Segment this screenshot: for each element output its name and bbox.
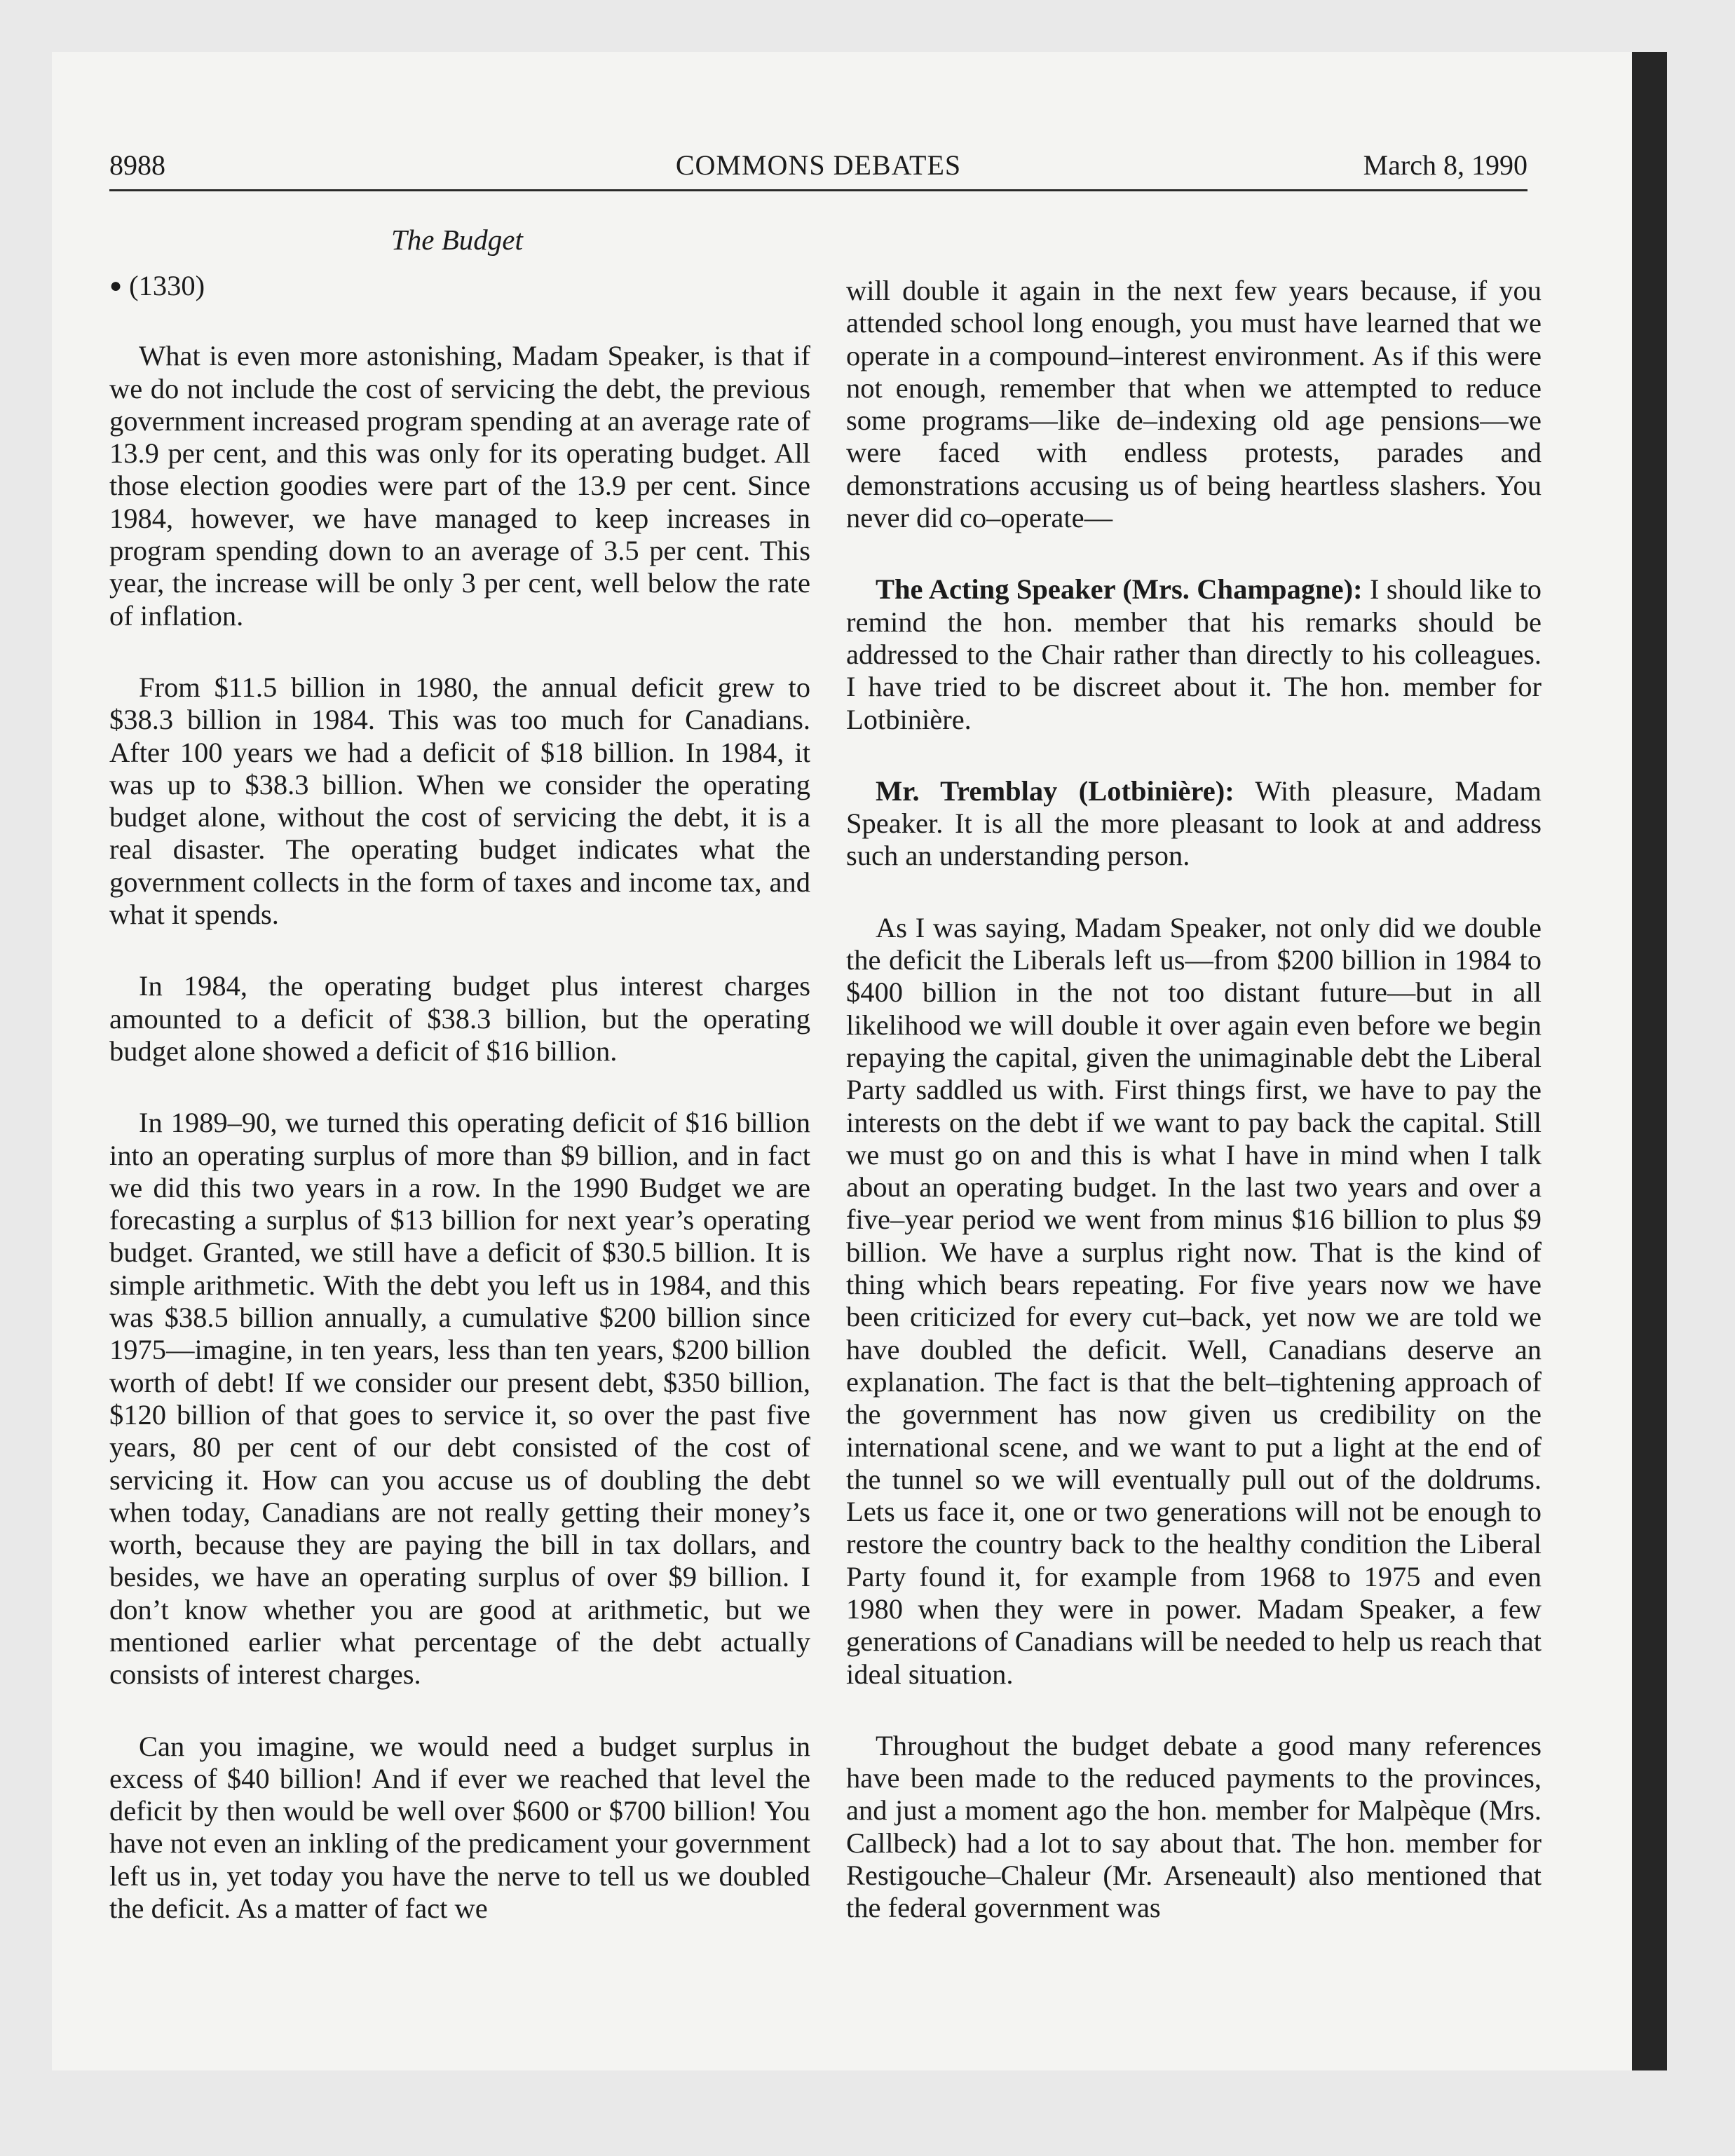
- page-header: [109, 149, 1528, 191]
- left-column: [109, 270, 810, 1964]
- speech-text: With pleasure, Madam Speaker. It is all the more pleasant to look at and address such an understanding person.: [846, 775, 1542, 872]
- paragraph: In 1984, the operating budget plus interest charges amounted to a deficit of $38.3 billion, but the operating budget alone showed a deficit of $16 billion.: [109, 970, 810, 1067]
- publication-title: COMMONS DEBATES: [675, 149, 962, 181]
- paragraph: Can you imagine, we would need a budget surplus in excess of $40 billion! And if ever we reached that level the deficit by then would be well over $600 or $700 billion! You have not even an inkling of the predicament your government left us in, yet today you have the nerve to tell us we doubled the deficit. As a matter of fact we: [109, 1730, 810, 1925]
- bullet-icon: ●: [109, 274, 123, 297]
- paragraph: As I was saying, Madam Speaker, not only did we double the deficit the Liberals left us—from $200 billion in 1984 to $400 billion in the not too distant future—but in all likelihood we will double it over again even before we begin repaying the capital, given the unimaginable debt the Liberal Party saddled us with. First things first, we have to pay the interests on the debt if we want to pay back the capital. Still we must go on and this is what I have in mind when I talk about an operating budget. In the last two years and over a five–year period we went from minus $16 billion to plus $9 billion. We have a surplus right now. That is the kind of thing which bears repeating. For five years now we have been criticized for every cut–back, yet now we are told we have doubled the deficit. Well, Canadians deserve an explanation. The fact is that the belt–tightening approach of the government has now given us credibility on the international scene, and we want to put a light at the end of the tunnel so we will eventually pull out of the doldrums. Lets us face it, one or two generations will not be enough to restore the country back to the healthy condition the Liberal Party found it, for example from 1968 to 1975 and even 1980 when they were in power. Madam Speaker, a few generations of Canadians will be needed to help us reach that ideal situation.: [846, 911, 1542, 1690]
- paragraph: Throughout the budget debate a good many references have been made to the reduced payments to the provinces, and just a moment ago the hon. member for Malpèque (Mrs. Callbeck) had a lot to say about that. The hon. member for Restigouche–Chaleur (Mr. Arseneault) also mentioned that the federal government was: [846, 1729, 1542, 1924]
- paragraph: In 1989–90, we turned this operating deficit of $16 billion into an operating surplus of more than $9 billion, and in fact we did this two years in a row. In the 1990 Budget we are forecasting a surplus of $13 billion for next year’s operating budget. Granted, we still have a deficit of $30.5 billion. It is simple arithmetic. With the debt you left us in 1984, and this was $38.5 billion annually, a cumulative $200 billion since 1975—imagine, in ten years, less than ten years, $200 billion worth of debt! If we consider our present debt, $350 billion, $120 billion of that goes to service it, so over the past five years, 80 per cent of our debt consisted of the cost of servicing it. How can you accuse us of doubling the debt when today, Canadians are not really getting their money’s worth, because they are paying the bill in tax dollars, and besides, we have an operating surplus of over $9 billion. I don’t know whether you are good at arithmetic, but we mentioned earlier what percentage of the debt actually consists of interest charges.: [109, 1107, 810, 1691]
- speaker-name: Mr. Tremblay (Lotbinière):: [876, 775, 1234, 807]
- page-number: 8988: [109, 149, 165, 181]
- right-column: [846, 275, 1542, 1964]
- header-rule: [109, 189, 1528, 191]
- speech-text: I should like to remind the hon. member that his remarks should be addressed to the Chair rather than directly to his colleagues. I have tried to be discreet about it. The hon. member for Lotbinière.: [846, 573, 1542, 735]
- paragraph: What is even more astonishing, Madam Speaker, is that if we do not include the cost of servicing the debt, the previous government increased program spending at an average rate of 13.9 per cent, and this was only for its operating budget. All those election goodies were part of the 13.9 per cent. Since 1984, however, we have managed to keep increases in program spending down to an average of 3.5 per cent. This year, the increase will be only 3 per cent, well below the rate of inflation.: [109, 340, 810, 632]
- time-marker-text: (1330): [129, 270, 205, 301]
- scan-edge-bar: [1632, 52, 1667, 2070]
- section-title: The Budget: [391, 224, 523, 256]
- speech-tremblay: [846, 775, 1542, 873]
- paragraph: will double it again in the next few years because, if you attended school long enough, you must have learned that we operate in a compound–interest environment. As if this were not enough, remember that when we attempted to reduce some programs—like de–indexing old age pensions—we were faced with endless protests, parades and demonstrations accusing us of being heartless slashers. You never did co–operate—: [846, 275, 1542, 534]
- time-marker: [109, 270, 810, 305]
- page-date: March 8, 1990: [1363, 149, 1528, 181]
- speaker-name: The Acting Speaker (Mrs. Champagne):: [876, 573, 1363, 606]
- speech-acting-speaker: [846, 573, 1542, 735]
- paragraph: From $11.5 billion in 1980, the annual deficit grew to $38.3 billion in 1984. This was too much for Canadians. After 100 years we had a deficit of $18 billion. In 1984, it was up to $38.3 billion. When we consider the operating budget alone, without the cost of servicing the debt, it is a real disaster. The operating budget indicates what the government collects in the form of taxes and income tax, and what it spends.: [109, 671, 810, 931]
